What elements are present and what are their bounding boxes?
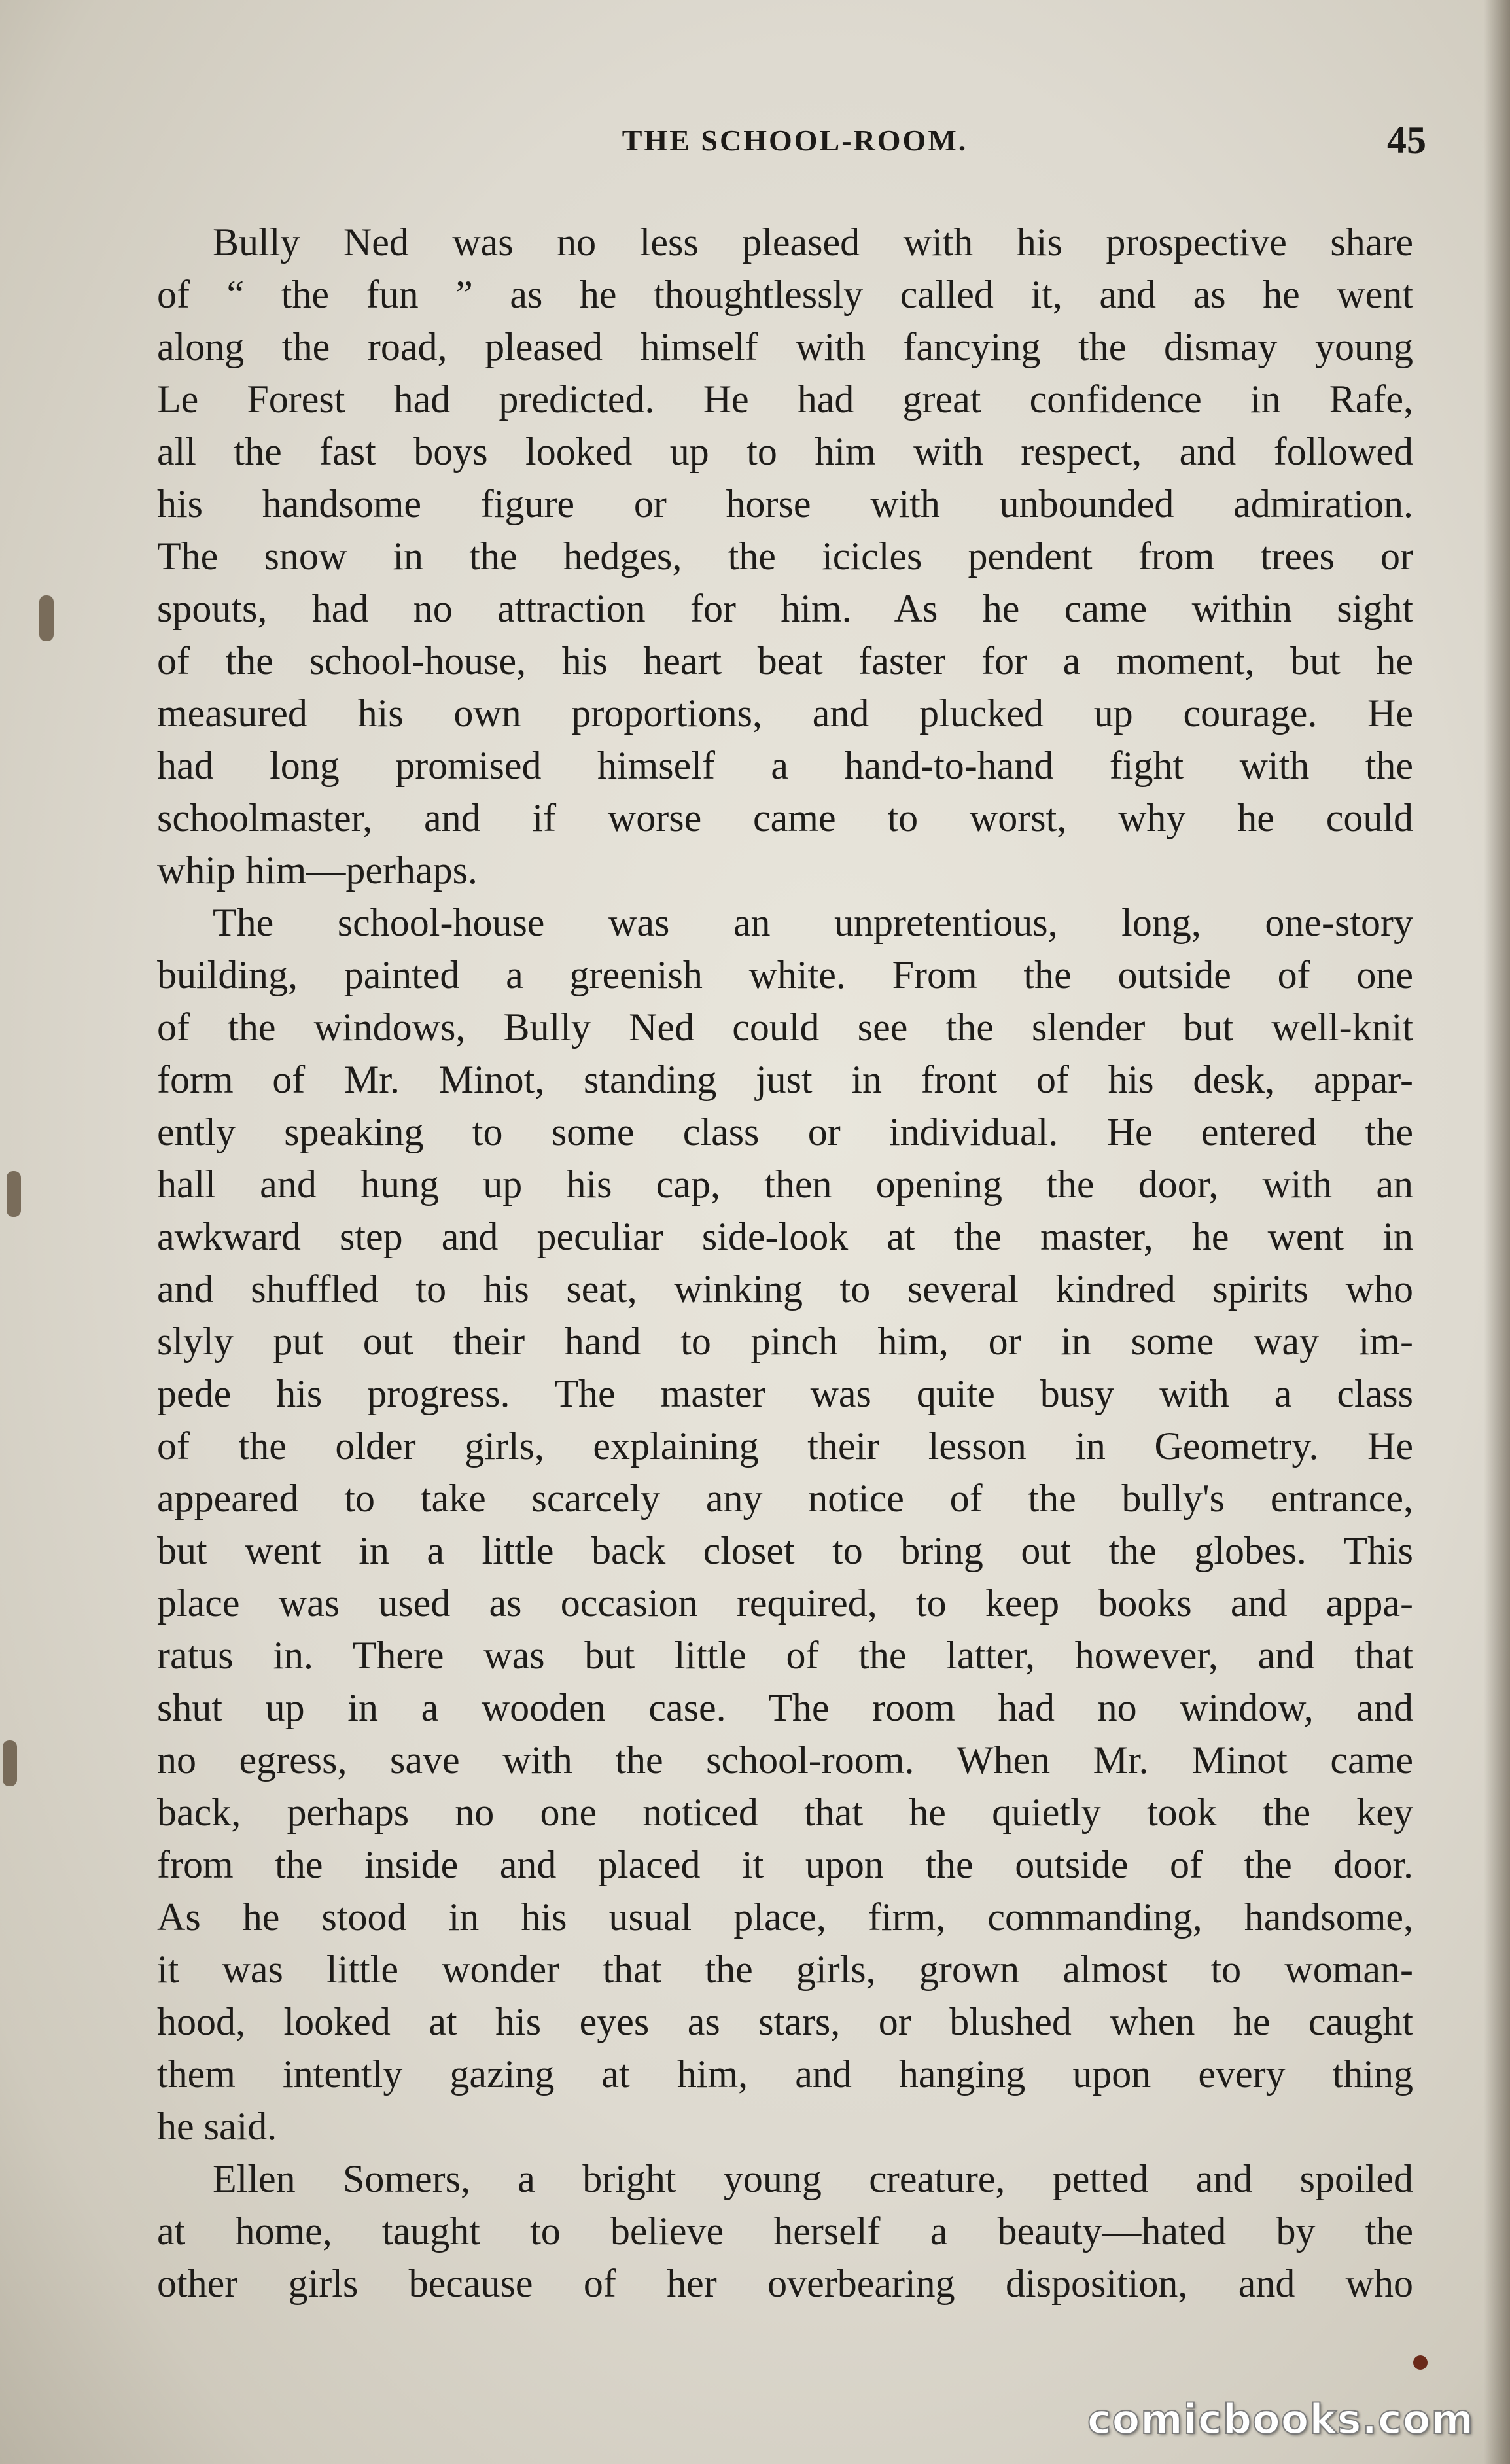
text-line: hall and hung up his cap, then opening the door, with an xyxy=(157,1163,1413,1206)
text-line: awkward step and peculiar side-look at the master, he went in xyxy=(157,1215,1413,1258)
text-line: form of Mr. Minot, standing just in front of his desk, appar- xyxy=(157,1058,1413,1101)
text-line: ently speaking to some class or individual. He entered the xyxy=(157,1110,1413,1153)
text-line: at home, taught to believe herself a beauty—hated by the xyxy=(157,2209,1413,2253)
text-line: Ellen Somers, a bright young creature, petted and spoiled xyxy=(213,2157,1413,2200)
text-line: slyly put out their hand to pinch him, or in some way im- xyxy=(157,1320,1413,1363)
page-number: 45 xyxy=(1387,118,1426,162)
text-line: of “ the fun ” as he thoughtlessly called it, and as he went xyxy=(157,273,1413,316)
text-line: building, painted a greenish white. From the outside of one xyxy=(157,953,1413,996)
text-line: shut up in a wooden case. The room had no window, and xyxy=(157,1686,1413,1729)
text-line: whip him—perhaps. xyxy=(157,849,478,892)
text-line: from the inside and placed it upon the outside of the door. xyxy=(157,1843,1413,1886)
text-line: them intently gazing at him, and hanging upon every thing xyxy=(157,2052,1413,2096)
text-line: spouts, had no attraction for him. As he came within sight xyxy=(157,587,1413,630)
page-edge-shadow xyxy=(1484,0,1510,2464)
binding-hole xyxy=(39,595,54,641)
text-line: it was little wonder that the girls, grown almost to woman- xyxy=(157,1948,1413,1991)
watermark-logo: comicbooks.com xyxy=(1087,2395,1474,2443)
text-line: pede his progress. The master was quite busy with a class xyxy=(157,1372,1413,1415)
text-line: along the road, pleased himself with fancying the dismay young xyxy=(157,325,1413,368)
text-line: but went in a little back closet to bring out the globes. This xyxy=(157,1529,1413,1572)
binding-hole xyxy=(3,1740,17,1786)
text-line: and shuffled to his seat, winking to several kindred spirits who xyxy=(157,1267,1413,1311)
body-text xyxy=(157,216,1413,2310)
text-line: Bully Ned was no less pleased with his prospective share xyxy=(213,220,1413,264)
text-line: of the older girls, explaining their lesson in Geometry. He xyxy=(157,1424,1413,1468)
text-line: had long promised himself a hand-to-hand fight with the xyxy=(157,744,1413,787)
text-line: all the fast boys looked up to him with respect, and followed xyxy=(157,430,1413,473)
text-line: schoolmaster, and if worse came to worst, why he could xyxy=(157,796,1413,839)
paragraph xyxy=(157,216,1413,896)
text-line: The snow in the hedges, the icicles pendent from trees or xyxy=(157,535,1413,578)
text-line: of the school-house, his heart beat faster for a moment, but he xyxy=(157,639,1413,682)
text-line: Le Forest had predicted. He had great confidence in Rafe, xyxy=(157,378,1413,421)
text-line: measured his own proportions, and plucked up courage. He xyxy=(157,692,1413,735)
binding-hole xyxy=(7,1171,21,1217)
text-line: As he stood in his usual place, firm, commanding, handsome, xyxy=(157,1895,1413,1939)
text-line: other girls because of her overbearing disposition, and who xyxy=(157,2262,1413,2305)
text-line: The school-house was an unpretentious, long, one-story xyxy=(213,901,1413,944)
text-line: of the windows, Bully Ned could see the slender but well-knit xyxy=(157,1006,1413,1049)
running-head-title: THE SCHOOL-ROOM. xyxy=(622,124,968,157)
running-head xyxy=(164,118,1426,170)
text-line: he said. xyxy=(157,2105,277,2148)
text-line: appeared to take scarcely any notice of the bully's entrance, xyxy=(157,1477,1413,1520)
text-line: ratus in. There was but little of the latter, however, and that xyxy=(157,1634,1413,1677)
paragraph xyxy=(157,2153,1413,2310)
text-line: no egress, save with the school-room. When Mr. Minot came xyxy=(157,1738,1413,1782)
text-line: hood, looked at his eyes as stars, or blushed when he caught xyxy=(157,2000,1413,2043)
paragraph xyxy=(157,896,1413,2153)
text-line: his handsome figure or horse with unbounded admiration. xyxy=(157,482,1413,525)
text-line: back, perhaps no one noticed that he quietly took the key xyxy=(157,1791,1413,1834)
text-line: place was used as occasion required, to keep books and appa- xyxy=(157,1581,1413,1625)
ink-spot xyxy=(1413,2355,1428,2370)
